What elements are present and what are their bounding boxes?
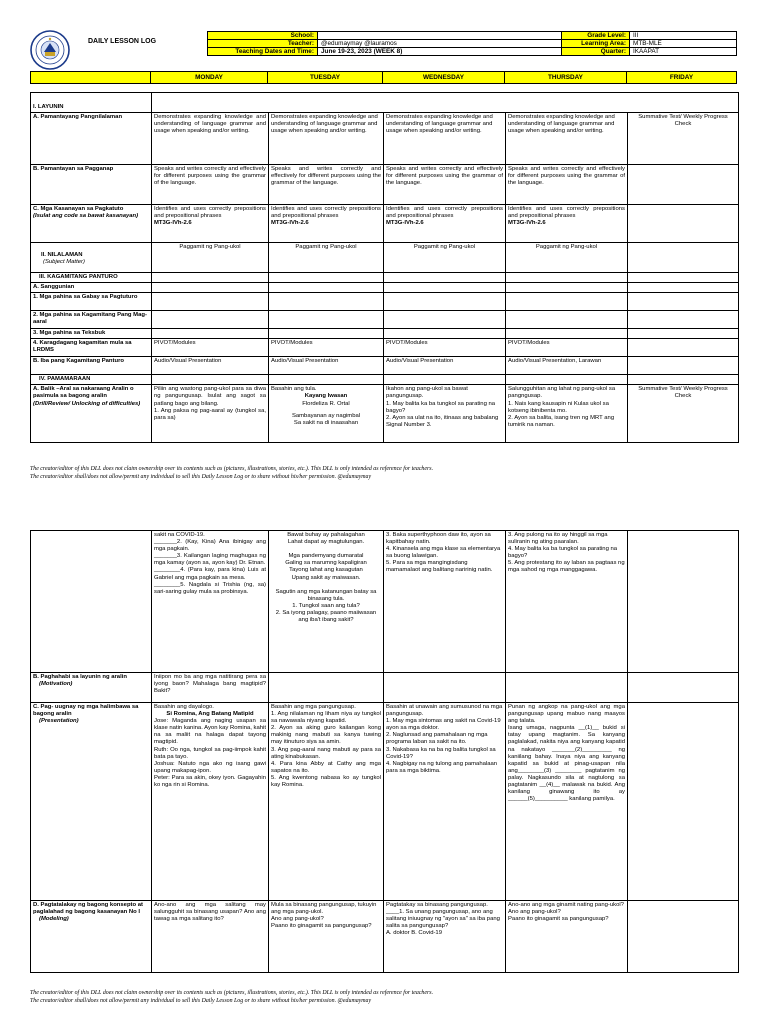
day-header-friday: FRIDAY (627, 72, 737, 84)
tula-author: Flordeliza R. Ortal (302, 400, 350, 407)
row-label-lrdms: 4. Karagdagang kagamitan mula sa LRDMS (31, 339, 152, 357)
lrdms-tuesday: PIVOT/Modules (269, 339, 384, 357)
lesson-grid-page-2 (30, 530, 739, 973)
nilalaman-wednesday: Paggamit ng Pang-ukol (384, 243, 506, 273)
row-label-balik (31, 385, 152, 443)
pagtalakay-wednesday: Pagtatakay sa binasang pangungusap. ____1. Sa unang pangungusap, ano ang salitang iniuugnay ng "ayon sa" sa iba pang salita sa pangungusap? A. doktor B. Covid-19 (384, 901, 506, 973)
page-1 (0, 0, 768, 500)
kasanayan-code: MT3G-IVh-2.6 (386, 220, 424, 227)
lrdms-wednesday: PIVOT/Modules (384, 339, 506, 357)
pagtalakay-monday: Ano-ano ang mga salitang may salungguhit sa binasang usapan? Ano ang tawag sa mga salitang ito? (152, 901, 269, 973)
pag-uugnay-label: C. Pag- uugnay ng mga halimbawa sa bagong aralin (33, 704, 139, 718)
footer-line-2: The creator/editor shall/does not allow/permit any individual to sell this Daily Lesson Log or to share without his/her permission. @edumaymay (30, 997, 372, 1004)
balik-monday-cont: sakit na COVID-19. _______2. (Kay, Kina) Ana ibinigay ang mga pagkain. _______3. Kailangan laging maghugas ng mga kamay (ayon sa, ayon kay) Dr. Etnan. ________4. (Para kay, para kina) Luis at Gabriel ang mga pagkain sa mesa. ________5. Nagdala si Trishia (ng, sa) sari-saring gulay mula sa probinsya. (152, 531, 269, 673)
dayalogo-instruction: Basahin ang dayalogo. (154, 704, 214, 710)
teacher-label: Teacher: (208, 40, 318, 48)
balik-wednesday-cont: 3. Baka superthyphoon daw ito, ayon sa kapitbahay natin. 4. Kinansela ang mga klase sa elementarya sa buong lalawigan. 5. Para sa mga mangingisdang mamamalaot ang balitang naririnig natin. (384, 531, 506, 673)
balik-sub: (Drill/Review/ Unlocking of difficulties) (33, 400, 141, 407)
pag-uugnay-thursday: Punan ng angkop na pang-ukol ang mga pangungusap upang mabuo nang maayos ang talata. Isang umaga, nagpunta __(1)__ bukid si tatay upang magtanim. Sa kanyang paglalakad, nakita niya ang kanyang kapatid na nakatayo _______(2)_________ ng kaniilang bahay. Inaya niya ang kanyang kapatid sa bukid at pinag-usapan nila ang________(3) ________ pagtatanim ng palay. Nagkasundo sila at nagtulong sa pagtatanim __(4)__ malawak na bukid. Ang kanilang ginawang ito ay ______(5)__________ kanilang pamilya. (506, 703, 628, 901)
nilalaman-friday (628, 243, 739, 273)
deped-seal-icon (30, 30, 70, 70)
teaching-dates-label: Teaching Dates and Time: (208, 48, 318, 56)
pagganap-wednesday: Speaks and writes correctly and effectively for different purposes using the grammar of the language. (384, 165, 506, 205)
row-label-layunin: I. LAYUNIN (31, 93, 152, 113)
pangnilalaman-monday: Demonstrates expanding knowledge and understanding of language grammar and usage when speaking and/or writing. (152, 113, 269, 165)
pagganap-tuesday: Speaks and writes correctly and effectively for different purposes using the grammar of the language. (269, 165, 384, 205)
kasanayan-friday (628, 205, 739, 243)
day-header-row (30, 71, 737, 84)
pangnilalaman-thursday: Demonstrates expanding knowledge and understanding of language grammar and usage when speaking and/or writing. (506, 113, 628, 165)
kasanayan-text: Identifies and uses correctly prepositions and prepositional phrases (386, 206, 503, 220)
kasanayan-monday (152, 205, 269, 243)
footer-line-2: The creator/editor shall/does not allow/permit any individual to sell this Daily Lesson Log or to share without his/her permission. @edumaymay (30, 473, 372, 480)
nilalaman-sub: (Subject Matter) (43, 259, 85, 266)
balik-label: A. Balik –Aral sa nakaraang Aralin o pasimula sa bagong aralin (33, 386, 134, 400)
day-header-blank (31, 72, 151, 84)
teaching-dates-value: June 19-23, 2023 (WEEK 8) (318, 48, 562, 56)
day-header-thursday: THURSDAY (505, 72, 627, 84)
balik-tuesday (269, 385, 384, 443)
row-label-pamamaraan: IV. PAMAMARAAN (31, 375, 152, 385)
balik-thursday-cont: 3. Ang pulong na ito ay hinggil sa mga suliranin ng ating paaralan. 4. May balita ka ba tungkol sa parating na bagyo? 5. Ang protestang ito ay laban sa pagtaas ng mga sahod ng mga manggagawa. (506, 531, 628, 673)
row-label-nilalaman (31, 243, 152, 273)
iba-pang-wednesday: Audio/Visual Presentation (384, 357, 506, 375)
pagganap-friday (628, 165, 739, 205)
row-label-pagtalakay (31, 901, 152, 973)
tula-title: Kayang Iwasan (304, 393, 348, 400)
learning-area-value: MTB-MLE (630, 40, 737, 48)
day-header-wednesday: WEDNESDAY (383, 72, 505, 84)
balik-tuesday-cont: Bawat buhay ay pahalagahan Lahat dapat ay magtulungan. Mga pandemyang dumaratal Galing sa marumng kapaligiran Tayong lahat ang kasagutan Upang sakit ay maiwasan. Sagutin ang mga katanungan batay sa binasang tula. 1. Tungkol saan ang tula? 2. Sa iyong palagay, paano maiiwasan ang iba't ibang sakit? (269, 531, 384, 673)
nilalaman-thursday: Paggamit ng Pang-ukol (506, 243, 628, 273)
day-header-tuesday: TUESDAY (268, 72, 383, 84)
kasanayan-tuesday (269, 205, 384, 243)
row-label-pagganap: B. Pamantayan sa Pagganap (31, 165, 152, 205)
pagtalakay-label: D. Pagtatalakay ng bagong konsepto at paglalahad ng bagong kasanayan No I (33, 902, 143, 916)
nilalaman-tuesday: Paggamit ng Pang-ukol (269, 243, 384, 273)
tula-lines: Sambayanan ay nagimbal Sa sakit na di inaasahan (291, 412, 361, 426)
balik-wednesday: Ikahon ang pang-ukol sa bawat pangungusap. 1. May balita ka ba tungkol sa parating na bagyo? 2. Ayon sa ulat na ito, itinaas ang babalang Signal Number 3. (384, 385, 506, 443)
kasanayan-code: MT3G-IVh-2.6 (271, 220, 309, 227)
footer-disclaimer-page-2 (30, 990, 433, 1005)
pag-uugnay-monday (152, 703, 269, 901)
kasanayan-text: Identifies and uses correctly prepositions and prepositional phrases (508, 206, 625, 220)
pagtalakay-sub: (Modeling) (39, 916, 69, 923)
kasanayan-code: MT3G-IVh-2.6 (154, 220, 192, 227)
kasanayan-thursday (506, 205, 628, 243)
kasanayan-wednesday (384, 205, 506, 243)
paghahabi-label: B. Paghahabi sa layunin ng aralin (33, 674, 127, 680)
pag-uugnay-wednesday: Basahin at unawain ang sumusunod na mga pangungusap. 1. May mga sintomas ang sakit na Covid-19 ayon sa mga doktor. 2. Naglunsad ang pamahalaan ng mga programa laban sa sakit na ito. 3. Nakabasa ka na ba ng balita tungkol sa Covid-19? 4. Nagbigay na ng tulong ang pamahalaan para sa mga biktima. (384, 703, 506, 901)
page-2 (0, 512, 768, 1024)
row-label-kagamitang-mag-aaral: 2. Mga pahina sa Kagamitang Pang Mag-aaral (31, 311, 152, 329)
layunin-blank (152, 93, 739, 113)
learning-area-label: Learning Area: (562, 40, 630, 48)
iba-pang-tuesday: Audio/Visual Presentation (269, 357, 384, 375)
row-label-paghahabi (31, 673, 152, 703)
pangnilalaman-wednesday: Demonstrates expanding knowledge and understanding of language grammar and usage when speaking and/or writing. (384, 113, 506, 165)
pangnilalaman-friday: Summative Test/ Weekly Progress Check (628, 113, 739, 165)
balik-monday: Piliin ang wastong pang-ukol para sa diwa ng pangungusap. Isulat ang sagot sa patlang bago ang bilang. 1. Ang paksa ng pag-aaral ay (tungkol sa, para sa) (152, 385, 269, 443)
paghahabi-monday: Iniipon mo ba ang mga natitirang pera sa iyong baon? Mahalaga bang magtipid? Bakit? (152, 673, 269, 703)
grade-level-value: III (630, 32, 737, 40)
nilalaman-monday: Paggamit ng Pang-ukol (152, 243, 269, 273)
balik-friday: Summative Test/ Weekly Progress Check (628, 385, 739, 443)
pagtalakay-thursday: Ano-ano ang mga ginamit nating pang-ukol? Ano ang pang-ukol? Paano ito ginagamit sa pangungusap? (506, 901, 628, 973)
pagganap-monday: Speaks and writes correctly and effectively for different purposes using the grammar of the language. (152, 165, 269, 205)
pangnilalaman-tuesday: Demonstrates expanding knowledge and understanding of language grammar and usage when speaking and/or writing. (269, 113, 384, 165)
kasanayan-sub: (Isulat ang code sa bawat kasanayan) (33, 213, 139, 220)
footer-line-1: The creator/editor of this DLL does not claim ownership over its contents such as (pictures, illustrations, stories, etc.). This DLL is only intended as reference for teachers. (30, 990, 434, 996)
lrdms-monday: PIVOT/Modules (152, 339, 269, 357)
teacher-value: @edumaymay @lauramos (318, 40, 562, 48)
footer-disclaimer-page-1 (30, 466, 433, 481)
quarter-label: Quarter: (562, 48, 630, 56)
nilalaman-label: II. NILALAMAN (41, 252, 83, 258)
balik-thursday: Salungguhitan ang lahat ng pang-ukol sa pangngusap. 1. Nais kang kausapin ni Kulas ukol sa kotseng ibinibenta mo. 2. Ayon sa balita, isang tren ng MRT ang tumirik na naman. (506, 385, 628, 443)
row-label-gabay: 1. Mga pahina sa Gabay sa Pagtuturo (31, 293, 152, 311)
row-label-kagamitan: III. KAGAMITANG PANTURO (31, 273, 152, 283)
row-label-pangnilalaman: A. Pamantayang Pangnilalaman (31, 113, 152, 165)
header-info-table (207, 31, 737, 56)
row-label-iba-pang: B. Iba pang Kagamitang Panturo (31, 357, 152, 375)
tula-instruction: Basahin ang tula. (271, 386, 317, 393)
pag-uugnay-tuesday: Basahin ang mga pangungusap. 1. Ang nilalaman ng liham niya ay tungkol sa nawawala niyang kapatid. 2. Ayon sa aking guro kailangan kong makinig nang mabuti sa kanya tuwing may itinuturo siya sa amin. 3. Ang pag-aaral nang mabuti ay para sa ating kinabukasan. 4. Para kina Abby at Cathy ang mga sapatos na ito. 5. Ang kwentong nabasa ko ay tungkol kay Romina. (269, 703, 384, 901)
lrdms-thursday: PIVOT/Modules (506, 339, 628, 357)
dayalogo-body: Jose: Maganda ang naging usapan sa klase natin kanina. Ayon kay Romina, kahit na sa maliit na halaga dapat tayong magtipid. Ruth: Oo nga, tungkol sa pag-iimpok kahit bata pa tayo. Joshua: Natuto nga ako ng isang gawi upang makapag-ipon. Peter: Para sa akin, okey iyon. Gagayahin ko nga rin si Romina. (154, 718, 266, 789)
quarter-value: IKAAPAT (630, 48, 737, 56)
row-label-kasanayan (31, 205, 152, 243)
footer-line-1: The creator/editor of this DLL does not claim ownership over its contents such as (pictures, illustrations, stories, etc.). This DLL is only intended as reference for teachers. (30, 466, 434, 472)
day-header-monday: MONDAY (151, 72, 268, 84)
row-label-teksbuk: 3. Mga pahina sa Teksbuk (31, 329, 152, 339)
iba-pang-monday: Audio/Visual Presentation (152, 357, 269, 375)
dayalogo-title: Si Romina, Ang Batang Matipid (166, 711, 254, 718)
pagganap-thursday: Speaks and writes correctly and effectively for different purposes using the grammar of the language. (506, 165, 628, 205)
row-label-sanggunian: A. Sanggunian (31, 283, 152, 293)
iba-pang-thursday: Audio/Visual Presentation, Larawan (506, 357, 628, 375)
dll-title: DAILY LESSON LOG (88, 38, 157, 45)
kasanayan-label: C. Mga Kasanayan sa Pagkatuto (33, 206, 124, 212)
row-label-pag-uugnay (31, 703, 152, 901)
school-label: School: (208, 32, 318, 40)
pag-uugnay-sub: (Presentation) (39, 718, 79, 725)
kasanayan-text: Identifies and uses correctly prepositions and prepositional phrases (154, 206, 266, 220)
paghahabi-sub: (Motivation) (39, 681, 73, 688)
lesson-grid-page-1 (30, 92, 739, 443)
balik-continued-label (31, 531, 152, 673)
kasanayan-code: MT3G-IVh-2.6 (508, 220, 546, 227)
pagtalakay-tuesday: Mula sa binasang pangungusap, tukuyin ang mga pang-ukol. Ano ang pang-ukol? Paano ito ginagamit sa pangungusap? (269, 901, 384, 973)
kasanayan-text: Identifies and uses correctly prepositions and prepositional phrases (271, 206, 381, 220)
school-value (318, 32, 562, 40)
grade-level-label: Grade Level: (562, 32, 630, 40)
